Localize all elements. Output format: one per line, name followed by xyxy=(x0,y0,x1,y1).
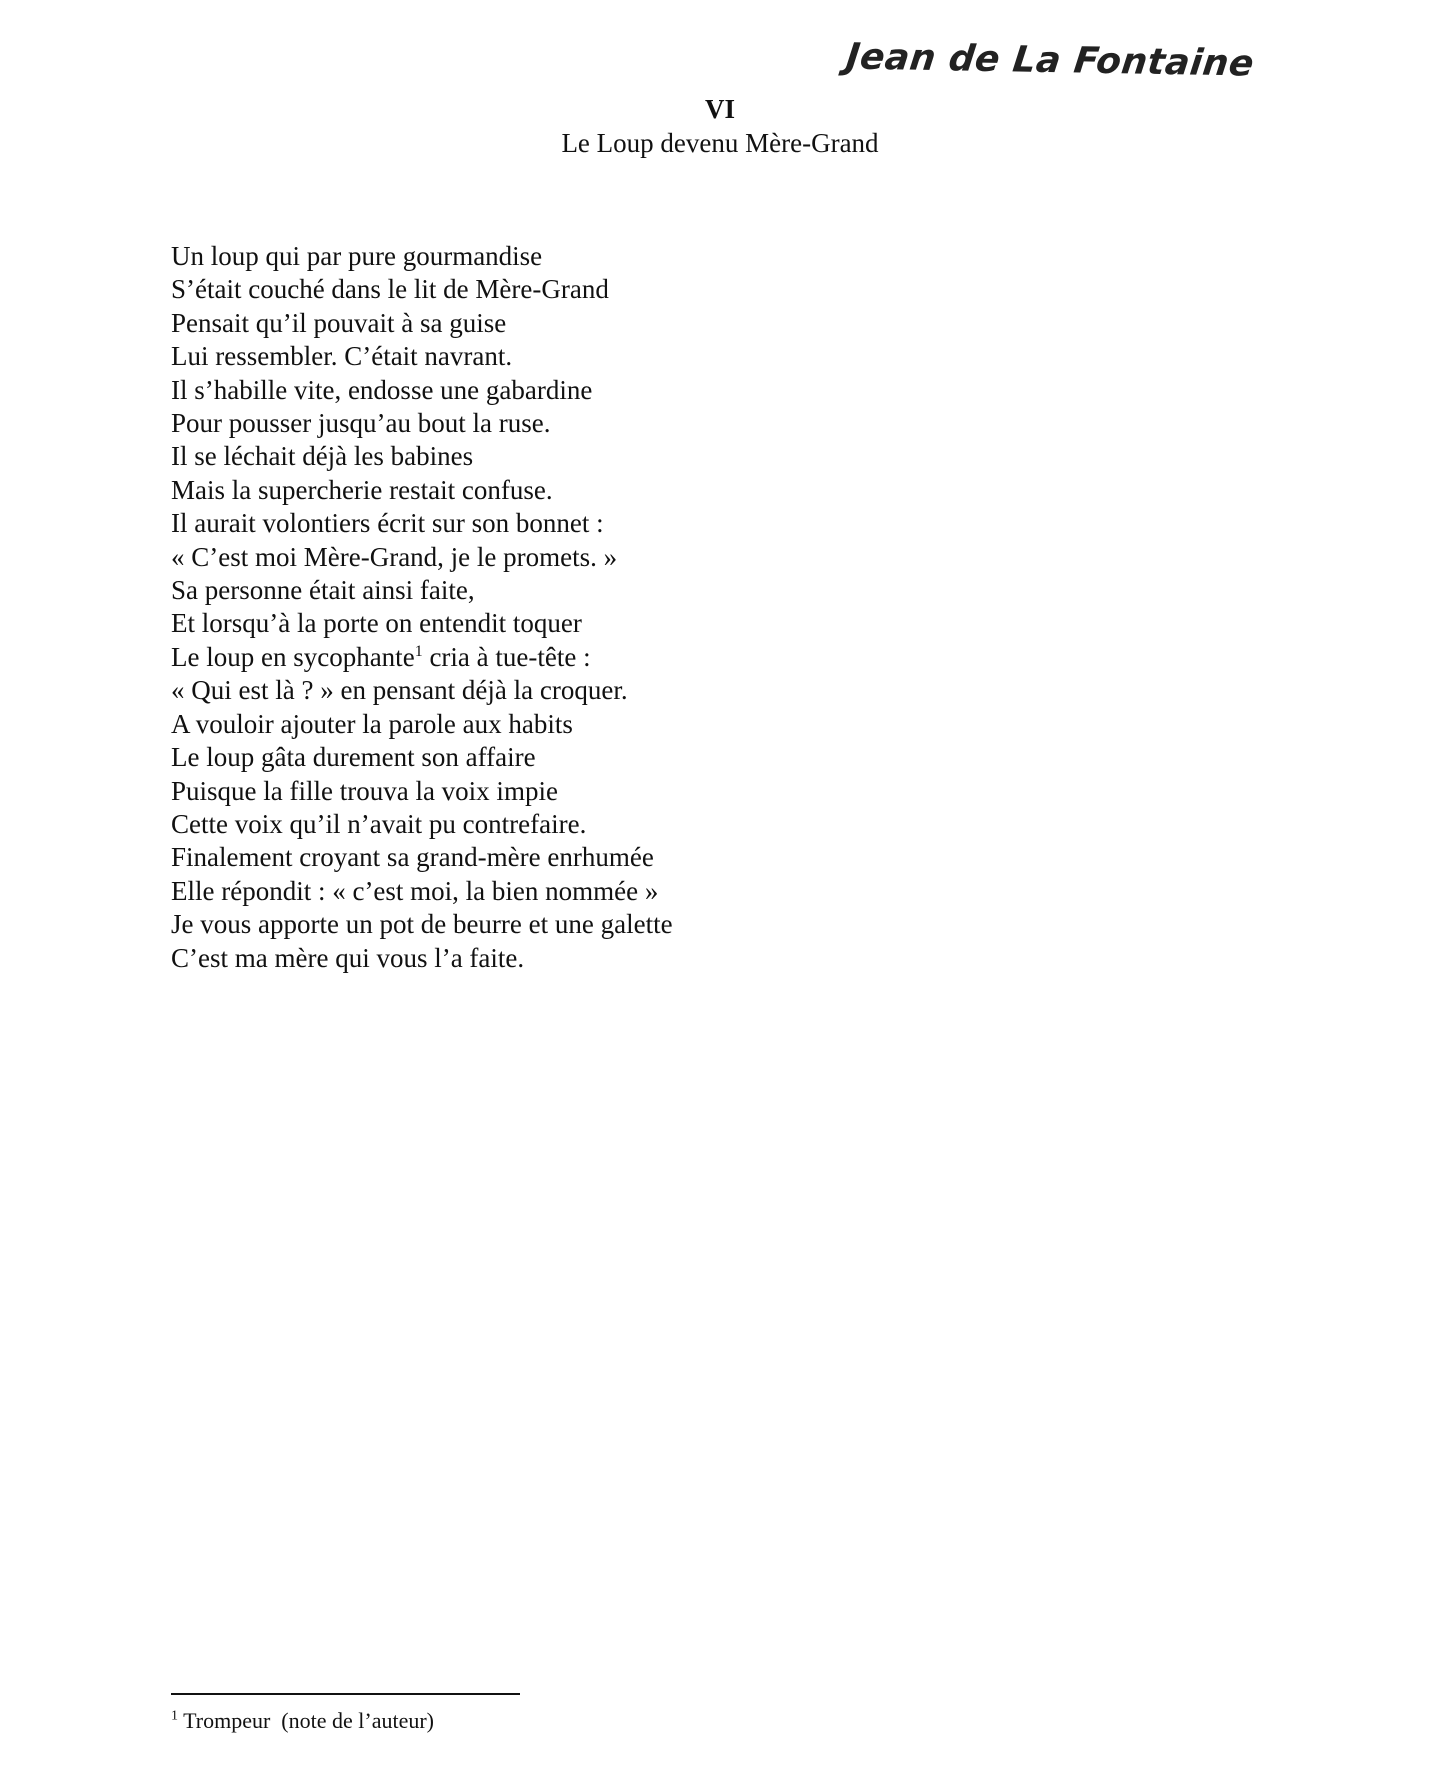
verse-text-after-ref: cria à tue-tête : xyxy=(422,641,591,672)
verse-line: S’était couché dans le lit de Mère-Grand xyxy=(171,274,609,305)
verse-line: Mais la supercherie restait confuse. xyxy=(171,474,553,505)
verse-line: Puisque la fille trouva la voix impie xyxy=(171,775,558,806)
fable-number: VI xyxy=(704,94,735,124)
verse-line: Il se léchait déjà les babines xyxy=(171,441,474,472)
verse-line: C’est ma mère qui vous l’a faite. xyxy=(171,942,525,973)
verse-line-with-footnote xyxy=(171,641,1071,674)
fable-title: Le Loup devenu Mère-Grand xyxy=(561,128,879,158)
verse-line: Il s’habille vite, endosse une gabardine xyxy=(171,374,593,405)
verse-line: Finalement croyant sa grand-mère enrhumée xyxy=(171,842,654,873)
footnote xyxy=(171,1707,434,1735)
verse-line: Il aurait volontiers écrit sur son bonnet : xyxy=(171,508,604,539)
footnote-separator xyxy=(171,1693,520,1695)
verse-line: Pour pousser jusqu’au bout la ruse. xyxy=(171,408,551,439)
verse-line: Je vous apporte un pot de beurre et une galette xyxy=(171,909,673,940)
poem-header xyxy=(0,92,1440,160)
poem-body xyxy=(171,240,1071,975)
verse-line: « C’est moi Mère-Grand, je le promets. » xyxy=(171,541,618,572)
verse-text-before-ref: Le loup en sycophante xyxy=(171,641,415,672)
footnote-reference[interactable]: 1 xyxy=(414,642,423,660)
verse-line: Lui ressembler. C’était navrant. xyxy=(171,341,513,372)
verse-line: « Qui est là ? » en pensant déjà la croquer. xyxy=(171,675,628,706)
verse-line: Cette voix qu’il n’avait pu contrefaire. xyxy=(171,808,587,839)
verse-line: Sa personne était ainsi faite, xyxy=(171,575,475,606)
footnote-mark: 1 xyxy=(171,1708,178,1724)
verse-line: Un loup qui par pure gourmandise xyxy=(171,241,543,271)
verse-line: Le loup gâta durement son affaire xyxy=(171,742,536,773)
verse-line: A vouloir ajouter la parole aux habits xyxy=(171,708,573,739)
author-signature: Jean de La Fontaine xyxy=(843,36,1257,85)
footnote-text: Trompeur (note de l’auteur) xyxy=(178,1708,434,1733)
verse-line: Pensait qu’il pouvait à sa guise xyxy=(171,307,507,338)
verse-line: Et lorsqu’à la porte on entendit toquer xyxy=(171,608,582,639)
verse-line: Elle répondit : « c’est moi, la bien nommée » xyxy=(171,875,659,906)
